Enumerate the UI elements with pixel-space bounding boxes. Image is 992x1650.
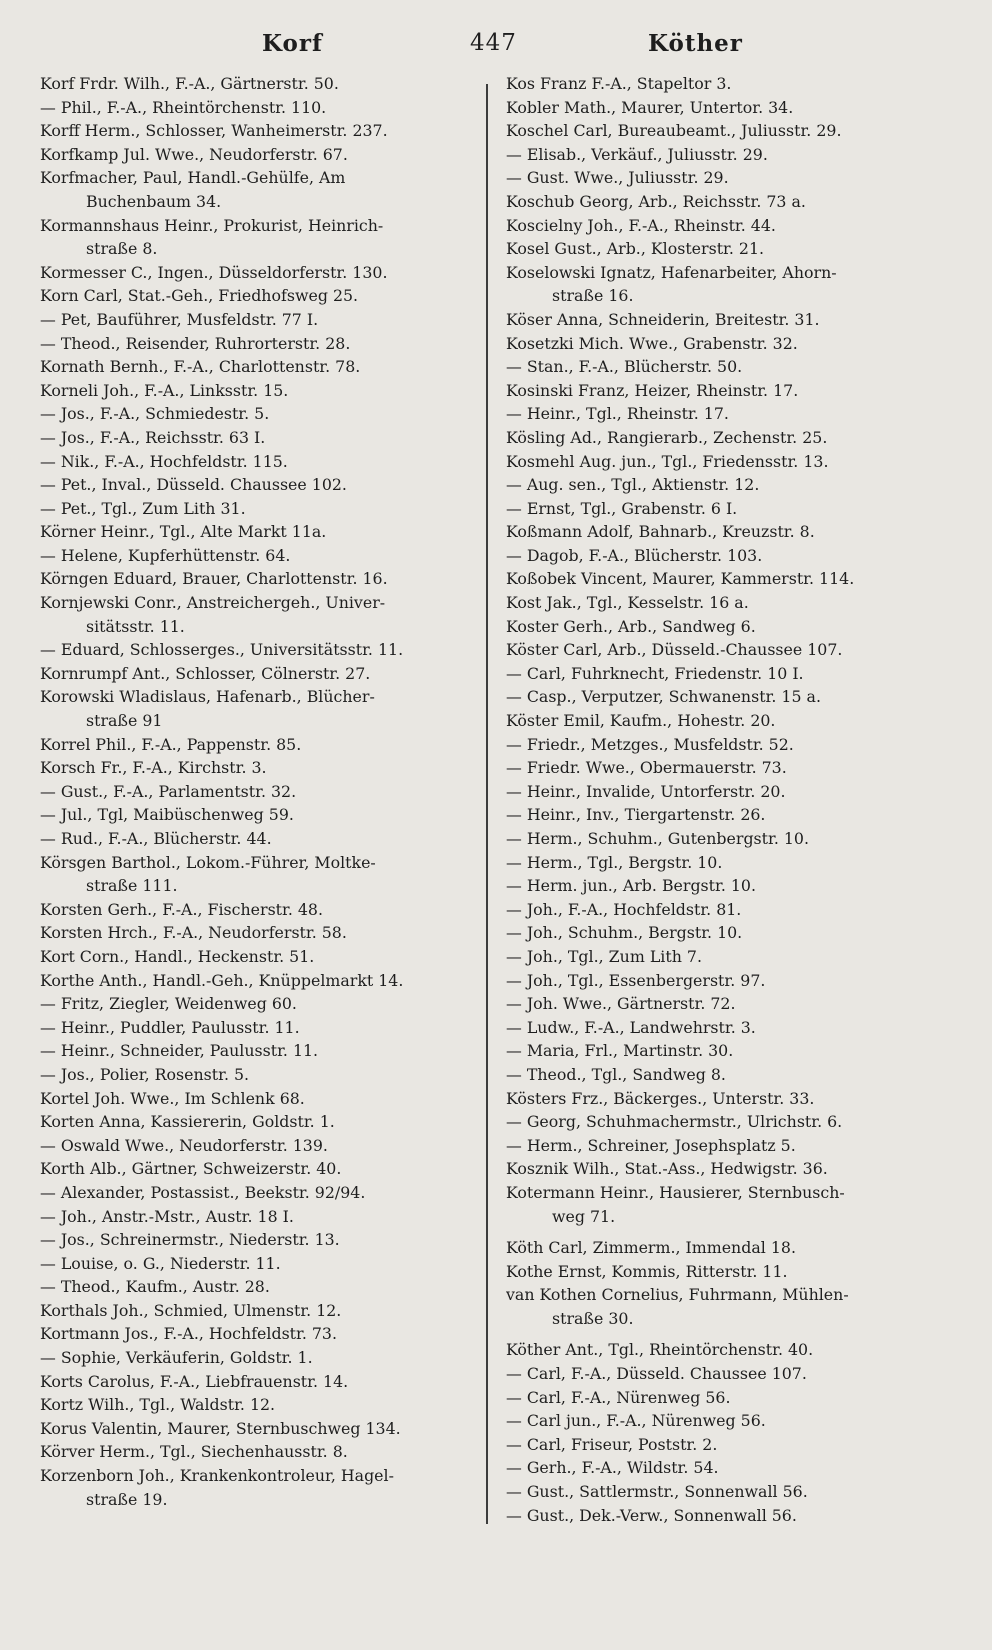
directory-entry: — Oswald Wwe., Neudorferstr. 139. (40, 1135, 328, 1155)
directory-entry: Körner Heinr., Tgl., Alte Markt 11a. (40, 522, 327, 542)
directory-entry: — Carl jun., F.-A., Nürenweg 56. (506, 1411, 766, 1431)
directory-entry: — Gust., Sattlermstr., Sonnenwall 56. (506, 1482, 808, 1502)
directory-entry: — Maria, Frl., Martinstr. 30. (506, 1041, 734, 1061)
directory-entry: Kosmehl Aug. jun., Tgl., Friedensstr. 13. (506, 451, 829, 471)
directory-entry: Korten Anna, Kassiererin, Goldstr. 1. (40, 1112, 335, 1132)
directory-entry: Koßmann Adolf, Bahnarb., Kreuzstr. 8. (506, 522, 815, 542)
directory-entry: Kosznik Wilh., Stat.-Ass., Hedwigstr. 36. (506, 1159, 828, 1179)
directory-entry: — Jos., Polier, Rosenstr. 5. (40, 1064, 250, 1084)
directory-entry: — Gerh., F.-A., Wildstr. 54. (506, 1458, 719, 1478)
directory-entry: — Jos., Schreinermstr., Niederstr. 13. (40, 1230, 340, 1250)
directory-entry: — Sophie, Verkäuferin, Goldstr. 1. (40, 1348, 313, 1368)
directory-entry: Koster Gerh., Arb., Sandweg 6. (506, 616, 756, 636)
directory-entry: Korzenborn Joh., Krankenkontroleur, Hagel- (40, 1466, 394, 1486)
directory-entry: — Gust., F.-A., Parlamentstr. 32. (40, 781, 297, 801)
directory-entry: — Aug. sen., Tgl., Aktienstr. 12. (506, 475, 760, 495)
directory-entry: Koschel Carl, Bureaubeamt., Juliusstr. 29. (506, 121, 842, 141)
directory-entry: Koßobek Vincent, Maurer, Kammerstr. 114. (506, 569, 855, 589)
directory-entry: van Kothen Cornelius, Fuhrmann, Mühlen- (506, 1285, 849, 1305)
directory-entry: Kornjewski Conr., Anstreichergeh., Univer- (40, 593, 386, 613)
directory-entry: Körngen Eduard, Brauer, Charlottenstr. 16. (40, 569, 388, 589)
directory-entry: Koselowski Ignatz, Hafenarbeiter, Ahorn- (506, 262, 837, 282)
directory-entry-continuation: straße 111. (86, 876, 178, 896)
directory-entry: — Carl, Fuhrknecht, Friedenstr. 10 I. (506, 663, 804, 683)
directory-entry: Kornath Bernh., F.-A., Charlottenstr. 78. (40, 357, 361, 377)
directory-entry: — Herm., Tgl., Bergstr. 10. (506, 852, 723, 872)
directory-entry: — Stan., F.-A., Blücherstr. 50. (506, 357, 743, 377)
directory-entry: Kornrumpf Ant., Schlosser, Cölnerstr. 27. (40, 663, 371, 683)
directory-entry: Korsch Fr., F.-A., Kirchstr. 3. (40, 758, 267, 778)
header-right-keyword: Köther (648, 30, 743, 57)
directory-entry: Kormannshaus Heinr., Prokurist, Heinrich- (40, 215, 384, 235)
directory-entry-continuation: sitätsstr. 11. (86, 616, 185, 636)
directory-entry: Koscielny Joh., F.-A., Rheinstr. 44. (506, 215, 776, 235)
directory-entry: — Casp., Verputzer, Schwanenstr. 15 a. (506, 687, 821, 707)
directory-entry: — Joh. Wwe., Gärtnerstr. 72. (506, 994, 736, 1014)
directory-entry: Kortz Wilh., Tgl., Waldstr. 12. (40, 1395, 276, 1415)
directory-entry-continuation: straße 91 (86, 711, 163, 731)
directory-entry: — Fritz, Ziegler, Weidenweg 60. (40, 994, 297, 1014)
directory-entry: — Jos., F.-A., Reichsstr. 63 I. (40, 427, 266, 447)
directory-entry: — Carl, F.-A., Düsseld. Chaussee 107. (506, 1364, 807, 1384)
directory-entry: Korsten Gerh., F.-A., Fischerstr. 48. (40, 899, 324, 919)
directory-entry: Kösling Ad., Rangierarb., Zechenstr. 25. (506, 427, 828, 447)
directory-entry: Kosinski Franz, Heizer, Rheinstr. 17. (506, 380, 799, 400)
directory-entry: Köth Carl, Zimmerm., Immendal 18. (506, 1238, 796, 1258)
directory-entry-continuation: Buchenbaum 34. (86, 191, 222, 211)
directory-entry: — Carl, F.-A., Nürenweg 56. (506, 1387, 731, 1407)
directory-entry: — Herm., Schreiner, Josephsplatz 5. (506, 1135, 796, 1155)
directory-entry: Körver Herm., Tgl., Siechenhausstr. 8. (40, 1442, 348, 1462)
column-divider (486, 84, 488, 1524)
directory-entry-continuation: straße 30. (552, 1308, 634, 1328)
directory-entry: Kotermann Heinr., Hausierer, Sternbusch- (506, 1182, 845, 1202)
directory-entry: — Louise, o. G., Niederstr. 11. (40, 1253, 281, 1273)
directory-entry: Koschub Georg, Arb., Reichsstr. 73 a. (506, 191, 806, 211)
left-column (40, 72, 480, 1511)
page-number: 447 (470, 30, 517, 56)
directory-entry: Korfmacher, Paul, Handl.-Gehülfe, Am (40, 168, 346, 188)
page-header (0, 30, 992, 62)
directory-entry: Korus Valentin, Maurer, Sternbuschweg 134. (40, 1418, 401, 1438)
directory-entry: Korthals Joh., Schmied, Ulmenstr. 12. (40, 1300, 342, 1320)
directory-entry: — Friedr. Wwe., Obermauerstr. 73. (506, 758, 787, 778)
directory-entry: — Pet., Tgl., Zum Lith 31. (40, 498, 246, 518)
directory-entry: Kothe Ernst, Kommis, Ritterstr. 11. (506, 1261, 788, 1281)
directory-entry: Korsten Hrch., F.-A., Neudorferstr. 58. (40, 923, 347, 943)
directory-entry: Köster Emil, Kaufm., Hohestr. 20. (506, 711, 776, 731)
directory-entry: Kosel Gust., Arb., Klosterstr. 21. (506, 239, 765, 259)
directory-entry: Korneli Joh., F.-A., Linksstr. 15. (40, 380, 289, 400)
directory-entry: — Theod., Tgl., Sandweg 8. (506, 1064, 726, 1084)
directory-entry: Korowski Wladislaus, Hafenarb., Blücher- (40, 687, 375, 707)
directory-entry: — Herm. jun., Arb. Bergstr. 10. (506, 876, 756, 896)
directory-entry: Korfkamp Jul. Wwe., Neudorferstr. 67. (40, 144, 348, 164)
directory-entry: Korn Carl, Stat.-Geh., Friedhofsweg 25. (40, 286, 359, 306)
directory-entry: Korf Frdr. Wilh., F.-A., Gärtnerstr. 50. (40, 74, 339, 93)
directory-entry: Kortmann Jos., F.-A., Hochfeldstr. 73. (40, 1324, 338, 1344)
directory-entry: — Joh., Tgl., Zum Lith 7. (506, 946, 702, 966)
directory-entry: — Dagob, F.-A., Blücherstr. 103. (506, 545, 763, 565)
directory-entry: — Theod., Reisender, Ruhrorterstr. 28. (40, 333, 351, 353)
directory-entry: Kortel Joh. Wwe., Im Schlenk 68. (40, 1088, 305, 1108)
directory-entry: — Pet, Bauführer, Musfeldstr. 77 I. (40, 309, 319, 329)
directory-entry: Köster Carl, Arb., Düsseld.-Chaussee 107. (506, 640, 843, 660)
directory-entry: Kos Franz F.-A., Stapeltor 3. (506, 74, 732, 93)
directory-entry: — Ernst, Tgl., Grabenstr. 6 I. (506, 498, 738, 518)
directory-entry: — Heinr., Schneider, Paulusstr. 11. (40, 1041, 319, 1061)
directory-entry: — Joh., F.-A., Hochfeldstr. 81. (506, 899, 742, 919)
directory-entry: — Rud., F.-A., Blücherstr. 44. (40, 829, 272, 848)
directory-entry: — Carl, Friseur, Poststr. 2. (506, 1434, 718, 1454)
directory-entry: Köser Anna, Schneiderin, Breitestr. 31. (506, 309, 820, 329)
directory-entry: Kobler Math., Maurer, Untertor. 34. (506, 97, 794, 117)
directory-entry: — Theod., Kaufm., Austr. 28. (40, 1277, 270, 1297)
directory-entry: Korrel Phil., F.-A., Pappenstr. 85. (40, 734, 302, 754)
directory-entry: — Herm., Schuhm., Gutenbergstr. 10. (506, 829, 809, 848)
directory-entry: — Ludw., F.-A., Landwehrstr. 3. (506, 1017, 756, 1037)
directory-entry: Kormesser C., Ingen., Düsseldorferstr. 130. (40, 262, 388, 282)
directory-entry-continuation: straße 19. (86, 1489, 168, 1509)
header-left-keyword: Korf (262, 30, 323, 57)
directory-entry: — Friedr., Metzges., Musfeldstr. 52. (506, 734, 794, 754)
right-column (506, 72, 948, 1527)
directory-entry: — Pet., Inval., Düsseld. Chaussee 102. (40, 475, 347, 495)
directory-entry: Kort Corn., Handl., Heckenstr. 51. (40, 946, 315, 966)
directory-entry: Korts Carolus, F.-A., Liebfrauenstr. 14. (40, 1371, 349, 1391)
directory-entry: — Heinr., Inv., Tiergartenstr. 26. (506, 805, 766, 825)
directory-entry: Köther Ant., Tgl., Rheintörchenstr. 40. (506, 1340, 814, 1360)
directory-entry-continuation: straße 16. (552, 286, 634, 306)
directory-entry: — Alexander, Postassist., Beekstr. 92/94. (40, 1182, 366, 1202)
directory-entry: — Joh., Anstr.-Mstr., Austr. 18 I. (40, 1206, 294, 1226)
directory-entry: — Elisab., Verkäuf., Juliusstr. 29. (506, 144, 768, 164)
directory-entry: Körsgen Barthol., Lokom.-Führer, Moltke- (40, 852, 376, 872)
directory-entry: Korthe Anth., Handl.-Geh., Knüppelmarkt 14. (40, 970, 404, 990)
directory-entry-continuation: weg 71. (552, 1206, 616, 1226)
directory-entry: — Phil., F.-A., Rheintörchenstr. 110. (40, 97, 327, 117)
directory-entry: Korff Herm., Schlosser, Wanheimerstr. 237. (40, 121, 388, 141)
directory-entry: — Heinr., Puddler, Paulusstr. 11. (40, 1017, 300, 1037)
directory-entry: — Eduard, Schlosserges., Universitätsstr. 11. (40, 640, 404, 660)
directory-entry: — Gust., Dek.-Verw., Sonnenwall 56. (506, 1505, 797, 1525)
directory-entry: — Heinr., Tgl., Rheinstr. 17. (506, 404, 729, 424)
directory-entry: Kost Jak., Tgl., Kesselstr. 16 a. (506, 593, 749, 613)
directory-entry: — Helene, Kupferhüttenstr. 64. (40, 545, 291, 565)
directory-entry: — Joh., Schuhm., Bergstr. 10. (506, 923, 743, 943)
directory-entry: — Joh., Tgl., Essenbergerstr. 97. (506, 970, 766, 990)
directory-entry: — Jos., F.-A., Schmiedestr. 5. (40, 404, 270, 424)
directory-entry: Kösters Frz., Bäckerges., Unterstr. 33. (506, 1088, 815, 1108)
directory-entry: Kosetzki Mich. Wwe., Grabenstr. 32. (506, 333, 798, 353)
directory-entry: — Heinr., Invalide, Untorferstr. 20. (506, 781, 786, 801)
directory-entry: — Gust. Wwe., Juliusstr. 29. (506, 168, 729, 188)
directory-entry-continuation: straße 8. (86, 239, 158, 259)
directory-entry: — Jul., Tgl, Maibüschenweg 59. (40, 805, 294, 825)
directory-entry: — Georg, Schuhmachermstr., Ulrichstr. 6. (506, 1112, 843, 1132)
directory-entry: Korth Alb., Gärtner, Schweizerstr. 40. (40, 1159, 342, 1179)
directory-entry: — Nik., F.-A., Hochfeldstr. 115. (40, 451, 288, 471)
